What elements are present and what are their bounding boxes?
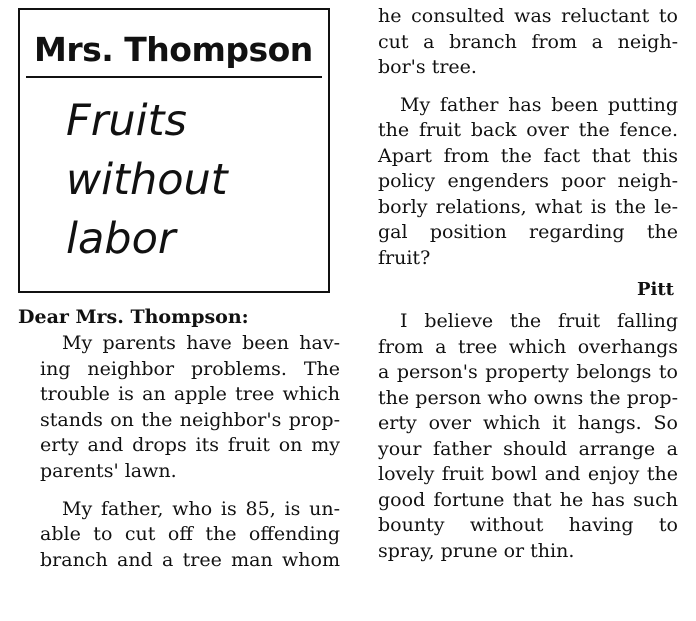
column-header-box bbox=[18, 8, 330, 293]
text-line: a person's property belongs to bbox=[378, 361, 678, 383]
header-rule bbox=[26, 76, 322, 78]
headline-line: Fruits bbox=[66, 96, 187, 146]
text-line: the person who owns the prop- bbox=[378, 386, 678, 409]
right-column bbox=[356, 5, 678, 564]
text-line: parents' lawn. bbox=[40, 459, 177, 482]
text-line: stands on the neighbor's prop- bbox=[40, 408, 340, 431]
text-line: borly relations, what is the le- bbox=[378, 195, 678, 218]
headline-line: labor bbox=[66, 214, 176, 264]
text-line: policy engenders poor neigh- bbox=[378, 170, 678, 192]
headline bbox=[66, 92, 328, 269]
text-line: your father should arrange a bbox=[378, 437, 678, 460]
text-line: able to cut off the offending bbox=[40, 523, 340, 546]
text-line: gal position regarding the bbox=[378, 221, 678, 243]
headline-line: without bbox=[66, 155, 228, 205]
text-line: lovely fruit bowl and enjoy the bbox=[378, 463, 678, 485]
text-line: Apart from the fact that this bbox=[378, 144, 678, 167]
text-line: ing neighbor problems. The bbox=[40, 357, 340, 380]
letter-paragraph-2-continued bbox=[356, 4, 678, 81]
text-line: he consulted was reluctant to bbox=[378, 5, 678, 27]
text-line: My father, who is 85, is un- bbox=[62, 497, 340, 520]
letter-paragraph-1 bbox=[18, 331, 340, 485]
answer-paragraph bbox=[356, 309, 678, 564]
paragraph-gap bbox=[356, 81, 678, 93]
text-line: bounty without having to bbox=[378, 514, 678, 536]
text-line: erty and drops its fruit on my bbox=[40, 434, 340, 457]
text-line: My father has been putting bbox=[400, 93, 678, 116]
text-line: fruit? bbox=[378, 246, 431, 269]
text-line: good fortune that he has such bbox=[378, 488, 678, 511]
text-line: I believe the fruit falling bbox=[400, 310, 678, 332]
paragraph-gap bbox=[18, 485, 340, 497]
letter-paragraph-3 bbox=[356, 93, 678, 272]
text-line: bor's tree. bbox=[378, 56, 477, 78]
text-line: spray, prune or thin. bbox=[378, 539, 575, 562]
letter-signature: Pitt bbox=[636, 279, 674, 300]
text-line: erty over which it hangs. So bbox=[378, 412, 678, 434]
left-column bbox=[18, 8, 340, 573]
letter-salutation: Dear Mrs. Thompson: bbox=[18, 306, 249, 328]
text-line: from a tree which overhangs bbox=[378, 335, 678, 358]
text-line: cut a branch from a neigh- bbox=[378, 30, 678, 53]
text-line: My parents have been hav- bbox=[62, 332, 340, 354]
text-line: branch and a tree man whom bbox=[40, 548, 340, 571]
text-line: the fruit back over the fence. bbox=[378, 119, 678, 141]
columnist-name: Mrs. Thompson bbox=[34, 30, 313, 69]
text-line: trouble is an apple tree which bbox=[40, 383, 340, 406]
letter-paragraph-2 bbox=[18, 497, 340, 574]
